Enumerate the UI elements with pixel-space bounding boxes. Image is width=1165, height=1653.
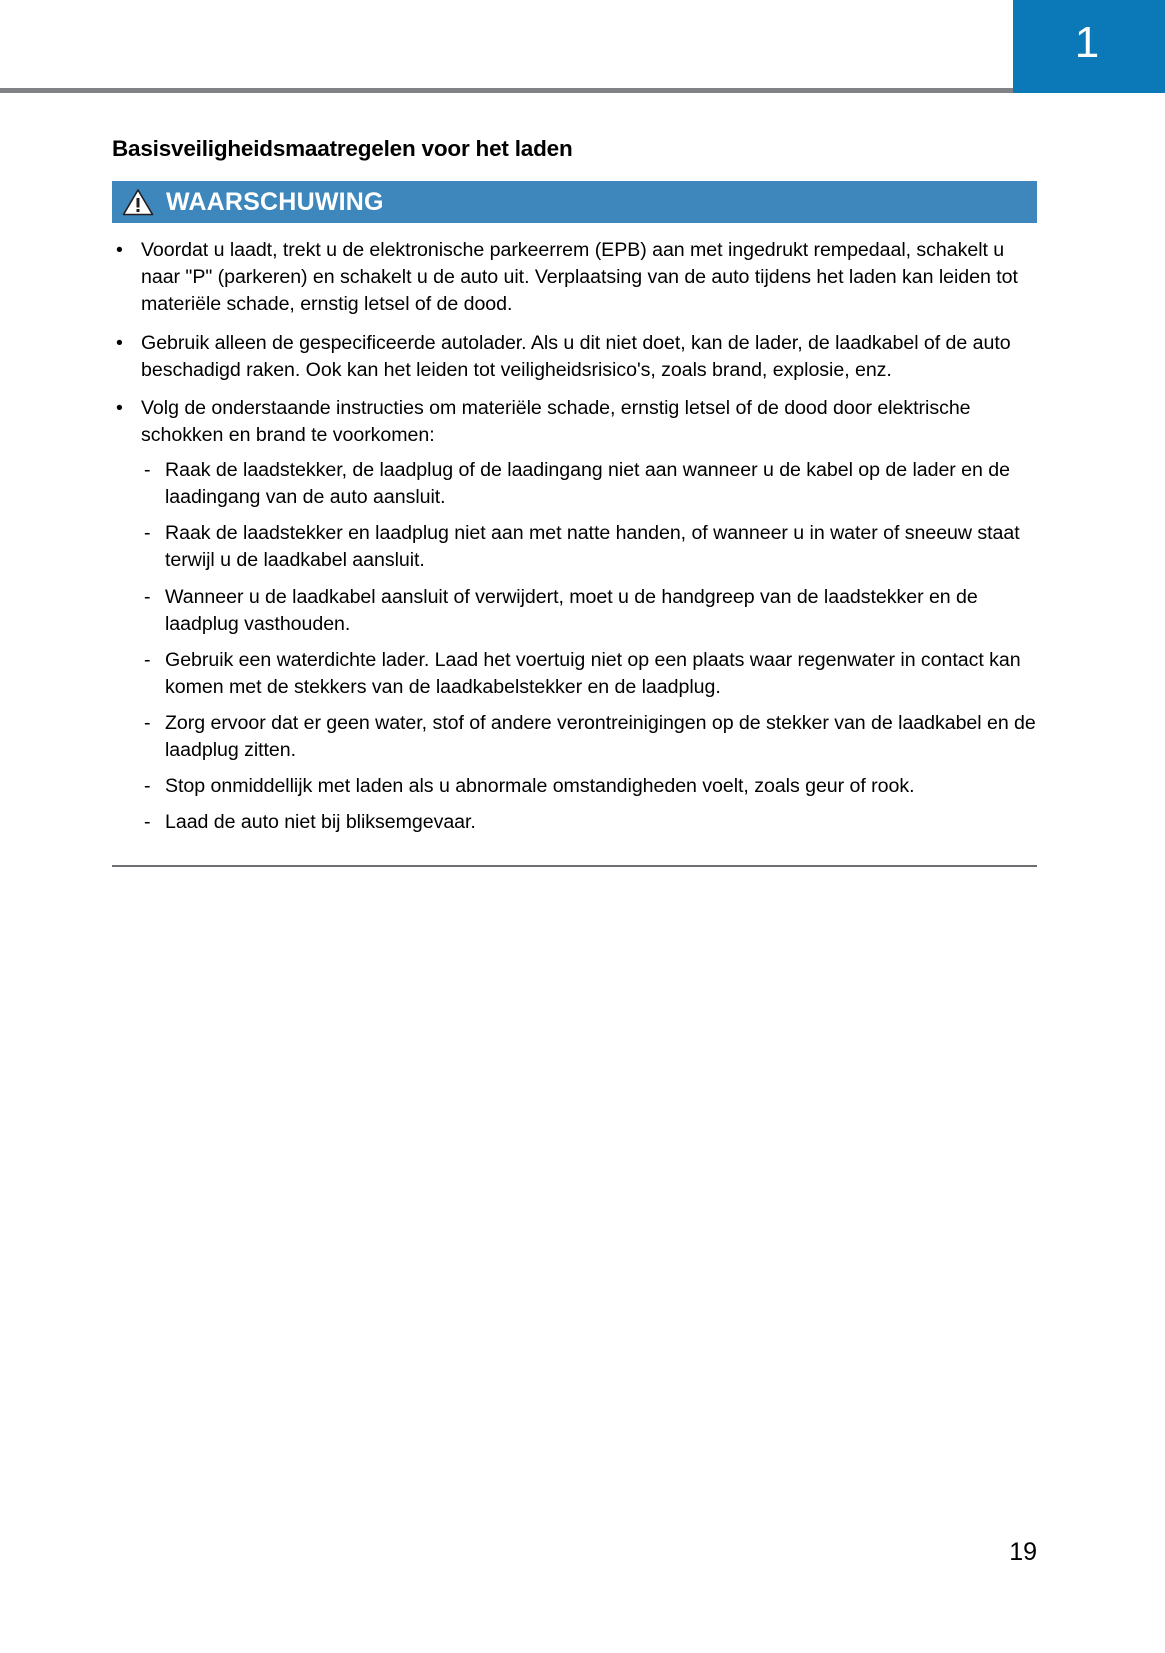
warning-box [112,181,1037,866]
sub-list-item [141,520,1037,574]
dash-marker: - [144,522,151,545]
warning-triangle-icon [122,188,154,216]
dash-marker: - [144,775,151,798]
sub-list-item-text: Stop onmiddellijk met laden als u abnormale omstandigheden voelt, zoals geur of rook. [165,775,915,798]
page-title: Basisveiligheidsmaatregelen voor het laden [112,136,573,161]
list-item-text: Volg de onderstaande instructies om materiële schade, ernstig letsel of de dood door elektrische schokken en brand te voorkomen: [141,396,971,446]
warning-header [112,181,1037,223]
chapter-tab [1013,0,1165,93]
sub-list-item-text: Gebruik een waterdichte lader. Laad het voertuig niet op een plaats waar regenwater in contact kan komen met de stekkers van de laadkabelstekker en de laadplug. [165,648,1021,698]
sub-list-item-text: Raak de laadstekker en laadplug niet aan met natte handen, of wanneer u in water of sneeuw staat terwijl u de laadkabel aansluit. [165,522,1020,572]
sub-list-item [141,809,1037,836]
warning-body [112,223,1037,848]
header-divider [0,88,1165,93]
list-item-text: Gebruik alleen de gespecificeerde autolader. Als u dit niet doet, kan de lader, de laadkabel of de auto beschadigd raken. Ook kan het leiden tot veiligheidsrisico's, zoals brand, explosie, enz. [141,331,1011,381]
dash-marker: - [144,712,151,734]
sub-list-item-text: Zorg ervoor dat er geen water, stof of andere verontreinigingen op de stekker van de laadkabel en de laadplug zitten. [165,712,1036,762]
dash-marker: - [144,648,151,671]
page-number: 19 [1009,1538,1037,1566]
list-item [112,237,1037,318]
bullet-marker: • [116,239,123,262]
warning-bottom-divider [112,865,1037,867]
warning-sublist [141,457,1037,837]
page-footer [112,1540,1037,1565]
bullet-marker: • [116,331,123,354]
sub-list-item [141,584,1037,638]
dash-marker: - [144,459,151,481]
sub-list-item [141,773,1037,800]
bullet-marker: • [116,396,123,419]
sub-list-item [141,647,1037,701]
sub-list-item-text: Laad de auto niet bij bliksemgevaar. [165,811,476,834]
warning-label: WAARSCHUWING [166,187,384,216]
sub-list-item [141,710,1037,764]
list-item-text: Voordat u laadt, trekt u de elektronische parkeerrem (EPB) aan met ingedrukt rempedaal, schakelt u naar "P" (parkeren) en schakelt u de auto uit. Verplaatsing van de auto tijdens het laden kan leiden tot materiële schade, ernstig letsel of de dood. [141,239,1018,316]
dash-marker: - [144,811,151,834]
page-content [112,135,1037,867]
dash-marker: - [144,585,151,608]
sub-list-item [141,457,1037,511]
list-item [112,395,1037,837]
sub-list-item-text: Raak de laadstekker, de laadplug of de laadingang niet aan wanneer u de kabel op de lader en de laadingang van de auto aansluit. [165,459,1010,509]
list-item [112,330,1037,384]
page-header [0,0,1165,100]
sub-list-item-text: Wanneer u de laadkabel aansluit of verwijdert, moet u de handgreep van de laadstekker en de laadplug vasthouden. [165,585,978,635]
warning-list [112,237,1037,836]
chapter-number: 1 [1074,17,1100,67]
